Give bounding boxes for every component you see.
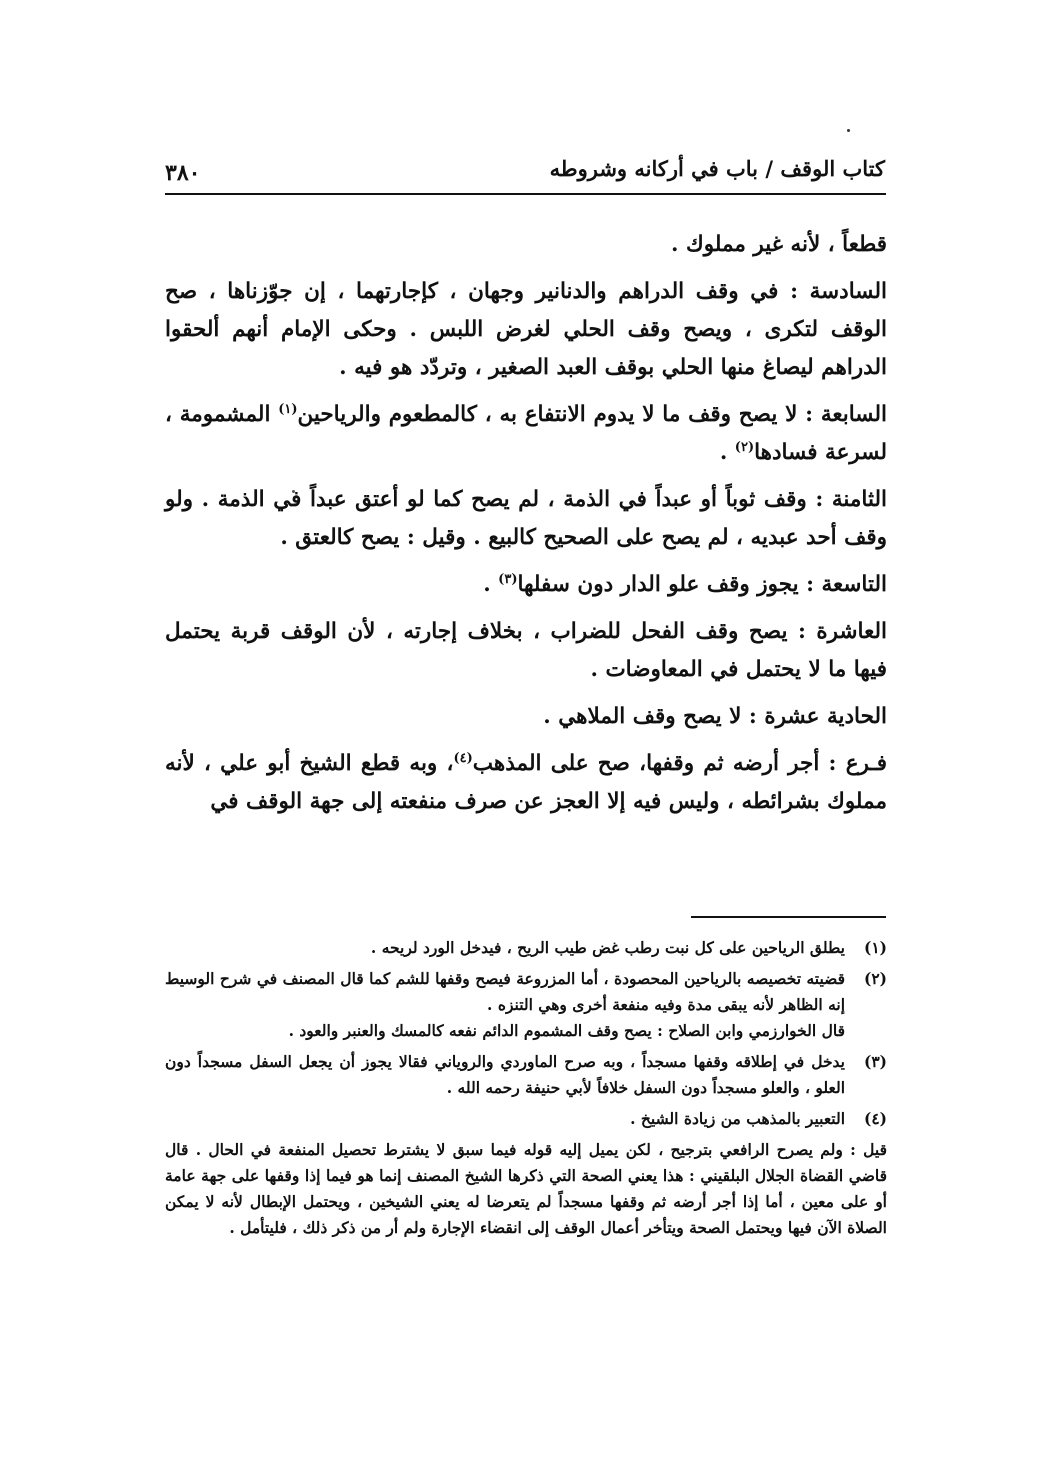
paragraph-lead: العاشرة : (797, 619, 887, 644)
paragraph-lead: التاسعة : (806, 572, 887, 597)
footnote (165, 1106, 887, 1132)
paragraph (165, 613, 887, 689)
paragraph-lead: الحادية عشرة : (748, 704, 887, 729)
paragraph (165, 396, 887, 472)
footnote-rule (691, 916, 886, 918)
header-rule (165, 193, 886, 195)
paragraph-text: يجوز وقف علو الدار دون سفلها (517, 572, 807, 597)
main-text (165, 226, 887, 830)
paragraph-lead: الثامنة : (815, 487, 887, 512)
paragraph-text: قطعاً ، لأنه غير مملوك . (671, 232, 887, 257)
footnote-ref[interactable]: (١) (278, 401, 298, 417)
paragraph-text: ، وبه قطع الشيخ أبو علي ، لأنه مملوك بشرائطه ، وليس فيه إلا العجز عن صرف منفعته إلى جهة الوقف في (165, 751, 887, 814)
footnote-number: (٣) (863, 1052, 887, 1071)
footnote-text: يطلق الرياحين على كل نبت رطب غض طيب الريح ، فيدخل الورد لريحه . (370, 938, 845, 957)
footnote-text: يدخل في إطلاقه وقفها مسجداً ، وبه صرح الماوردي والروياني فقالا يجوز أن يجعل السفل مسجداً دون العلو ، والعلو مسجداً دون السفل خلافاً لأبي حنيفة رحمه الله . (165, 1052, 845, 1097)
footnotes (165, 935, 887, 1241)
footnote-number: (٤) (863, 1109, 887, 1128)
paragraph (165, 745, 887, 821)
speck-mark (847, 129, 850, 132)
paragraph-text: لا يصح وقف الملاهي . (543, 704, 749, 729)
paragraph (165, 566, 887, 604)
footnote (165, 1049, 887, 1101)
paragraph-text: في وقف الدراهم والدنانير وجهان ، كإجارتهما ، إن جوّزناها ، صح الوقف لتكرى ، ويصح وقف الحلي لغرض اللبس . وحكى الإمام أنهم ألحقوا الدراهم ليصاغ منها الحلي بوقف العبد الصغير ، وتردّد هو فيه . (165, 279, 887, 380)
footnote-number: (١) (863, 938, 887, 957)
footnote-number: (٢) (863, 969, 887, 988)
footnote-ref[interactable]: (٤) (453, 750, 473, 766)
paragraph-text: أجر أرضه ثم وقفها، صح على المذهب (472, 751, 829, 776)
paragraph-text: يصح وقف الفحل للضراب ، بخلاف إجارته ، لأن الوقف قربة يحتمل فيها ما لا يحتمل في المعاوضات . (165, 619, 887, 682)
paragraph (165, 481, 887, 557)
paragraph-lead: السابعة : (805, 402, 887, 427)
paragraph (165, 273, 887, 387)
footnote-text: قضيته تخصيصه بالرياحين المحصودة ، أما المزروعة فيصح وقفها للشم كما قال المصنف في شرح الوسيط إنه الظاهر لأنه يبقى مدة وفيه منفعة أخرى وهي التنزه . (165, 969, 845, 1014)
paragraph-text: . (719, 440, 735, 465)
running-header (165, 150, 885, 190)
paragraph-lead: السادسة : (790, 279, 887, 304)
footnote-text: قال الخوارزمي وابن الصلاح : يصح وقف المشموم الدائم نفعه كالمسك والعنبر والعود . (288, 1021, 845, 1040)
footnote-text: التعبير بالمذهب من زيادة الشيخ . (630, 1109, 845, 1128)
footnote-ref[interactable]: (٢) (734, 439, 755, 455)
footnote (165, 966, 887, 1044)
paragraph-text: . (483, 572, 499, 597)
footnote-ref[interactable]: (٣) (498, 571, 518, 587)
paragraph (165, 698, 887, 736)
paragraph-text: وقف ثوباً أو عبداً في الذمة ، لم يصح كما لو أعتق عبداً في الذمة . ولو وقف أحد عبديه ، لم يصح على الصحيح كالبيع . وقيل : يصح كالعتق . (165, 487, 887, 550)
running-header-title: كتاب الوقف / باب في أركانه وشروطه (549, 156, 885, 181)
footnote (165, 935, 887, 961)
paragraph-lead: فـرع : (828, 751, 887, 776)
paragraph-text: المشمومة ، لسرعة فسادها (165, 402, 887, 465)
paragraph-text: لا يصح وقف ما لا يدوم الانتفاع به ، كالمطعوم والرياحين (297, 402, 806, 427)
footnote-text: قيل : ولم يصرح الرافعي بترجيح ، لكن يميل إليه قوله فيما سبق لا يشترط تحصيل المنفعة في الحال . قال قاضي القضاة الجلال البلقيني : هذا يعني الصحة التي ذكرها الشيخ المصنف إنما هو فيما إذا وقفها على جهة عامة أو على معين ، أما إذا أجر أرضه ثم وقفها مسجداً لم يتعرضا له يعني الشيخين ، ويحتمل الإبطال لأنه لا يمكن الصلاة الآن فيها ويحتمل الصحة ويتأخر أعمال الوقف إلى انقضاء الإجارة ولم أر من ذكر ذلك ، فليتأمل . (165, 1140, 887, 1237)
page-number: ٣٨٠ (165, 160, 201, 186)
paragraph (165, 226, 887, 264)
